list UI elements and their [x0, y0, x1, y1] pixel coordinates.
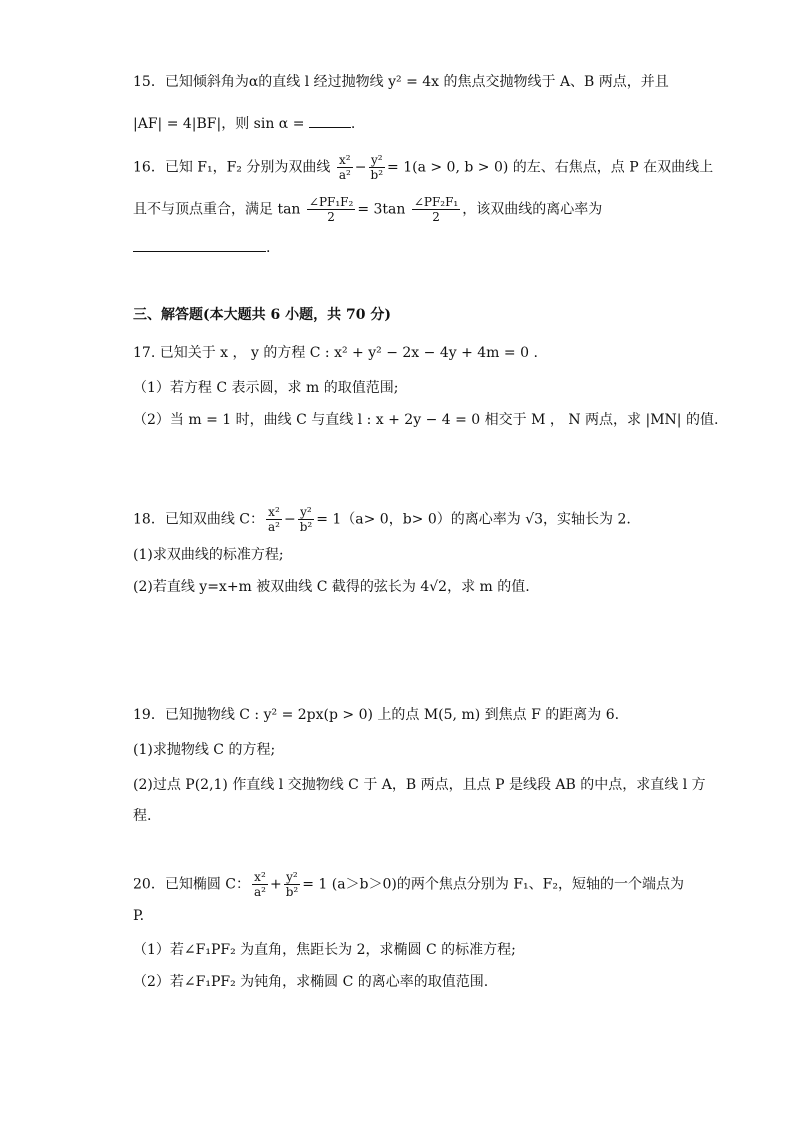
q16-text1a: 16．已知 F₁，F₂ 分别为双曲线 [133, 159, 331, 176]
q16-answer-blank[interactable] [133, 237, 266, 252]
q16-frac-y [369, 153, 386, 182]
frac-den: b² [299, 520, 313, 534]
q16-line2 [133, 195, 602, 224]
q20-stem-c-text: P. [133, 908, 145, 924]
frac-num: x² [337, 153, 353, 168]
q17-stem [133, 343, 538, 363]
frac-num: ∠PF₂F₁ [413, 195, 459, 209]
q18-part1 [133, 545, 284, 565]
frac-num: y² [298, 505, 315, 520]
q17-part2-text: （2）当 m = 1 时，曲线 C 与直线 l : x + 2y − 4 = 0 相交于 M ， N 两点，求 |MN| 的值. [133, 412, 719, 428]
q18-part2-text: (2)若直线 y=x+m 被双曲线 C 截得的弦长为 4√2，求 m 的值. [133, 579, 530, 595]
q20-part1-text: （1）若∠F₁PF₂ 为直角，焦距长为 2，求椭圆 C 的标准方程; [133, 942, 516, 958]
q16-frac-x [337, 153, 353, 182]
q18-part2 [133, 577, 530, 597]
q19-stem [133, 705, 619, 725]
q20-frac-x [252, 870, 268, 899]
q16-frac-angle2 [412, 195, 460, 224]
q15-line2 [133, 113, 355, 134]
q18-frac-x [266, 505, 282, 534]
q19-part2b-text: 程. [133, 808, 152, 824]
q20-part1 [133, 940, 516, 960]
q18-stem-b: = 1（a> 0，b> 0）的离心率为 √3，实轴长为 2. [316, 511, 631, 528]
q19-part1-text: (1)求抛物线 C 的方程; [133, 742, 276, 758]
section-title [133, 305, 391, 325]
frac-den: a² [253, 885, 266, 899]
q18-stem: 18．已知双曲线 C： $\frac{\text{x²}}{\text{a²}}$ − $\frac{\text{y²}}{\text{b²}}$ = 1（a> 0，b> 0）的离心率为 √3，实轴长为 2. [133, 505, 631, 534]
frac-den: b² [370, 168, 384, 182]
q19-stem-text: 19．已知抛物线 C : y² = 2px(p > 0) 上的点 M(5, m) 到焦点 F 的距离为 6. [133, 707, 620, 723]
frac-num: ∠PF₁F₂ [308, 195, 354, 209]
q16-text2c: ，该双曲线的离心率为 [462, 201, 603, 218]
q20-part2-text: （2）若∠F₁PF₂ 为钝角，求椭圆 C 的离心率的取值范围. [133, 974, 489, 990]
q17-part1-text: （1）若方程 C 表示圆，求 m 的取值范围; [133, 380, 399, 396]
q16-text1b: = 1(a > 0, b > 0) 的左、右焦点，点 P 在双曲线上 [387, 159, 714, 176]
q18-frac-y [298, 505, 315, 534]
q15-text1: 15．已知倾斜角为α的直线 l 经过抛物线 y² = 4x 的焦点交抛物线于 A、B 两点，并且 [133, 74, 669, 90]
frac-den: b² [285, 885, 299, 899]
frac-num: x² [252, 870, 268, 885]
q20-frac-y [284, 870, 301, 899]
section-title-text: 三、解答题(本大题共 6 小题，共 70 分) [133, 307, 391, 323]
frac-den: 2 [432, 210, 440, 224]
q16-text2a: 且不与顶点重合，满足 tan [133, 201, 301, 218]
q19-part2a-text: (2)过点 P(2,1) 作直线 l 交抛物线 C 于 A，B 两点，且点 P 是线段 AB 的中点，求直线 l 方 [133, 777, 706, 793]
q15-answer-blank[interactable] [309, 113, 351, 128]
q16-line1: 16．已知 F₁，F₂ 分别为双曲线 $\frac{\text{x²}}{\text{a²}}$ − $\frac{\text{y²}}{\text{b²}}$ = 1(a > 0, b > 0) 的左、右焦点，点 P 在双曲线上 [133, 153, 714, 182]
frac-num: y² [369, 153, 386, 168]
frac-den: 2 [327, 210, 335, 224]
q20-stem-b: = 1 (a＞b＞0)的两个焦点分别为 F₁、F₂，短轴的一个端点为 [302, 876, 684, 893]
q20-stem-a: 20．已知椭圆 C： [133, 876, 250, 893]
q20-part2 [133, 972, 488, 992]
q15-line1 [133, 72, 669, 92]
q20-stem: 20．已知椭圆 C： $\frac{\text{x²}}{\text{a²}}$ + $\frac{\text{y²}}{\text{b²}}$ = 1 (a＞b＞0)的两个焦点分别为 F₁、F₂，短轴的一个端点为 [133, 870, 684, 899]
q18-stem-a: 18．已知双曲线 C： [133, 511, 264, 528]
q15-text2a: |AF| = 4|BF|，则 sin α = [133, 116, 309, 132]
q17-part2 [133, 410, 718, 430]
q19-part2a [133, 775, 706, 795]
frac-num: x² [266, 505, 282, 520]
q16-text2b: = 3tan [357, 201, 406, 218]
q17-part1 [133, 378, 398, 398]
q16-text3: . [266, 240, 271, 256]
q16-frac-angle1 [307, 195, 355, 224]
frac-den: a² [267, 520, 280, 534]
q15-text2b: . [350, 116, 356, 132]
frac-num: y² [284, 870, 301, 885]
q17-stem-text: 17. 已知关于 x ， y 的方程 C : x² + y² − 2x − 4y + 4m = 0 . [133, 345, 538, 361]
q19-part1 [133, 740, 275, 760]
q18-part1-text: (1)求双曲线的标准方程; [133, 547, 284, 563]
q20-stem-c [133, 906, 144, 926]
q16-line3 [133, 237, 270, 258]
frac-den: a² [338, 168, 351, 182]
q19-part2b [133, 806, 151, 826]
